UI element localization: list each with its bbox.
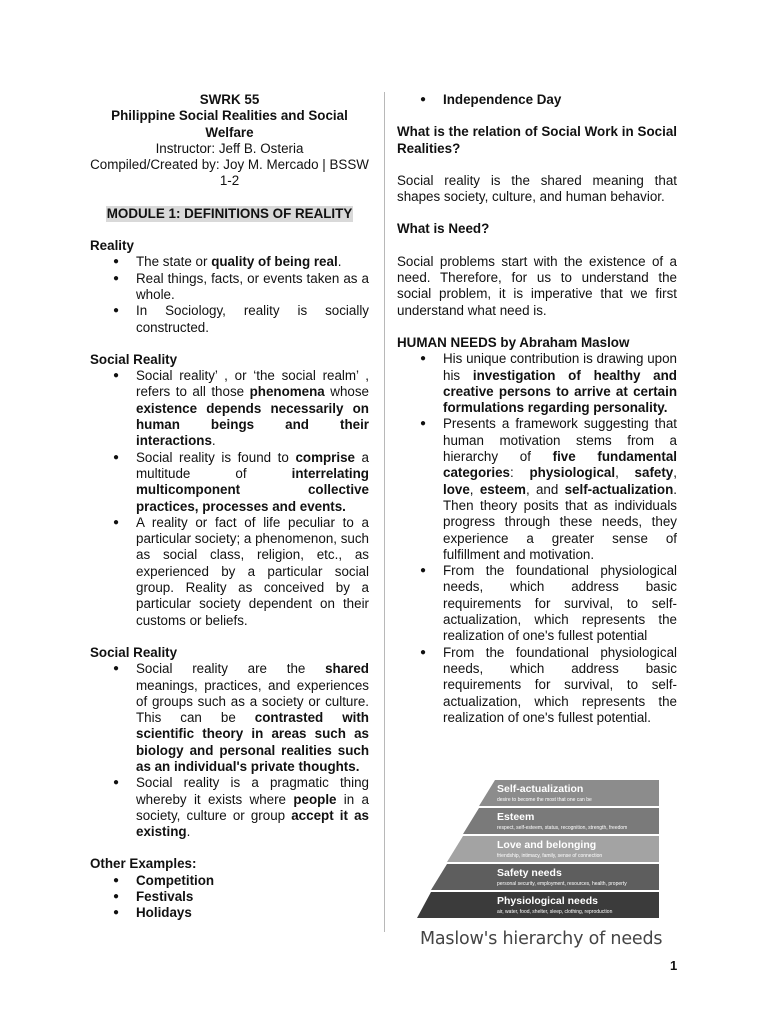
list-item: ● Social reality is found to comprise a multitude of interrelating multicomponent collective practices, processes and events. [90, 450, 369, 515]
pyramid-level-title: Esteem [497, 811, 535, 823]
list-item: ● A reality or fact of life peculiar to a particular society; a phenomenon, such as social class, religion, etc., as experienced by a particular social group. Reality as conceived by a particular society dependent on their customs or beliefs. [90, 515, 369, 629]
pyramid-level-description: air, water, food, shelter, sleep, clothing, reproduction [497, 909, 613, 915]
list-item: ● From the foundational physiological needs, which address basic requirements for survival, to self-actualization, which represents the realization of one's fullest potential [397, 563, 677, 644]
instructor-line: Instructor: Jeff B. Osteria [155, 140, 304, 156]
column-divider [384, 92, 385, 932]
list-item: ● Social reality’ , or ‘the social realm’ , refers to all those phenomena whose existence depends necessarily on human beings and their interactions. [90, 368, 369, 449]
module-title: MODULE 1: DEFINITIONS OF REALITY [106, 205, 353, 221]
social-reality-heading-2: Social Reality [90, 644, 178, 660]
left-column [90, 92, 369, 922]
need-question: What is Need? [397, 221, 490, 237]
other-examples-list-cont [397, 92, 677, 108]
list-item: ● His unique contribution is drawing upon his investigation of healthy and creative persons to arrive at certain formulations regarding personality. [397, 351, 677, 416]
list-item: ● Social reality is a pragmatic thing whereby it exists where people in a society, culture or group accept it as existing. [90, 775, 369, 840]
pyramid-level-title: Self-actualization [497, 783, 584, 795]
relation-answer: Social reality is the shared meaning that shapes society, culture, and human behavior. [397, 172, 677, 205]
other-examples-list [90, 873, 369, 922]
pyramid-level-description: respect, self-esteem, status, recognition, strength, freedom [497, 825, 628, 831]
right-column [397, 92, 677, 726]
course-code: SWRK 55 [199, 92, 260, 107]
page-number: 1 [670, 958, 678, 973]
list-item: ● Festivals [90, 889, 369, 905]
pyramid-level-description: personal security, employment, resources, health, property [497, 881, 627, 887]
other-examples-heading: Other Examples: [90, 856, 197, 872]
list-item: ● Independence Day [397, 92, 677, 108]
social-reality-list [90, 368, 369, 629]
relation-question: What is the relation of Social Work in Social Realities? [397, 124, 677, 156]
maslow-pyramid-diagram [415, 779, 661, 919]
reality-heading: Reality [90, 238, 134, 254]
social-reality-list-2 [90, 661, 369, 840]
list-item: ● Competition [90, 873, 369, 889]
maslow-heading: HUMAN NEEDS by Abraham Maslow [397, 334, 630, 350]
reality-list [90, 254, 369, 335]
list-item: ● Real things, facts, or events taken as a whole. [90, 271, 369, 304]
course-title: Philippine Social Realities and Social Welfare [111, 108, 348, 140]
pyramid-level-description: desire to become the most that one can be [497, 797, 592, 803]
list-item: ● From the foundational physiological needs, which address basic requirements for survival, to self-actualization, which represents the realization of one's fullest potential. [397, 645, 677, 726]
pyramid-level-description: friendship, intimacy, family, sense of connection [497, 853, 603, 859]
list-item: ● In Sociology, reality is socially constructed. [90, 303, 369, 336]
pyramid-level-title: Safety needs [497, 867, 562, 879]
list-item: ● Holidays [90, 905, 369, 921]
compiled-line: Compiled/Created by: Joy M. Mercado | BSSW 1-2 [90, 157, 369, 189]
list-item: ● Social reality are the shared meanings, practices, and experiences of groups such as a society or culture. This can be contrasted with scientific theory in areas such as biology and personal realities such as an individual's private thoughts. [90, 661, 369, 775]
list-item: ● Presents a framework suggesting that human motivation stems from a hierarchy of five fundamental categories: physiological, safety, love, esteem, and self-actualization. Then theory posits that as individuals progress through these needs, they experience a greater sense of fulfillment and motivation. [397, 416, 677, 563]
list-item: ● The state or quality of being real. [90, 254, 369, 270]
pyramid-level-title: Physiological needs [497, 895, 598, 907]
pyramid-caption: Maslow's hierarchy of needs [420, 929, 663, 949]
pyramid-level-title: Love and belonging [497, 839, 597, 851]
maslow-list [397, 351, 677, 726]
social-reality-heading: Social Reality [90, 351, 178, 367]
need-answer: Social problems start with the existence of a need. Therefore, for us to understand the social problem, it is imperative that we first understand what need is. [397, 253, 677, 318]
